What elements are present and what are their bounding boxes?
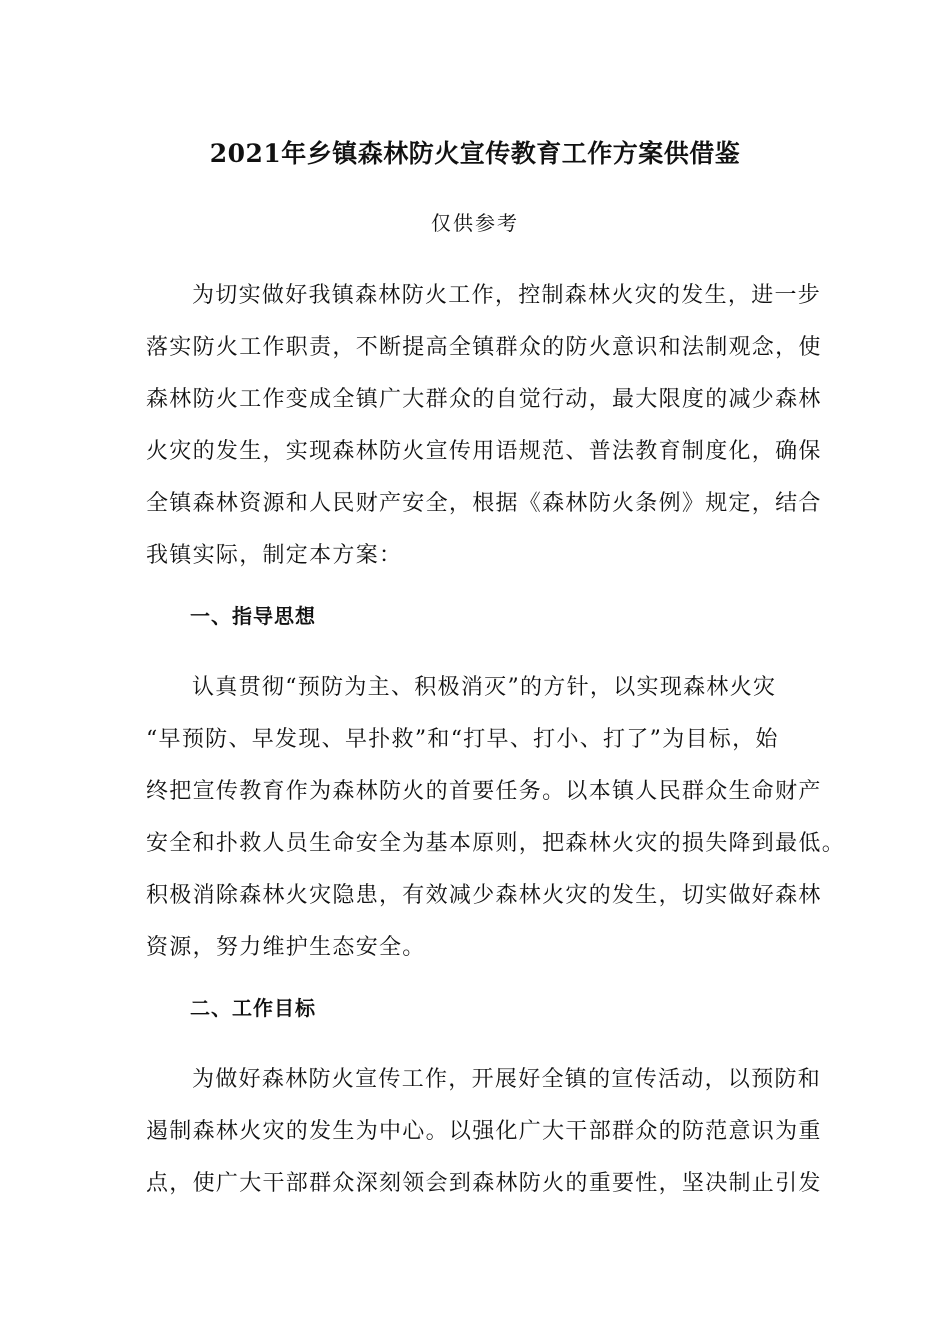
paragraph-line: 认真贯彻“预防为主、积极消灭”的方针，以实现森林火灾 bbox=[192, 675, 777, 700]
document-title: 2021年乡镇森林防火宣传教育工作方案供借鉴 bbox=[209, 139, 741, 168]
section-2-paragraph bbox=[146, 1054, 822, 1210]
paragraph-line: “早预防、早发现、早扑救”和“打早、打小、打了”为目标，始 bbox=[146, 727, 779, 752]
section-heading-work-goals: 二、工作目标 bbox=[190, 996, 316, 1020]
paragraph-line: 森林防火工作变成全镇广大群众的自觉行动，最大限度的减少森林 bbox=[146, 387, 822, 412]
section-heading-guiding-ideology: 一、指导思想 bbox=[190, 604, 316, 628]
paragraph-line: 点，使广大干部群众深刻领会到森林防火的重要性，坚决制止引发 bbox=[146, 1171, 822, 1196]
paragraph-line: 为切实做好我镇森林防火工作，控制森林火灾的发生，进一步 bbox=[192, 283, 822, 308]
paragraph-line: 安全和扑救人员生命安全为基本原则，把森林火灾的损失降到最低。 bbox=[146, 831, 846, 856]
paragraph-line: 为做好森林防火宣传工作，开展好全镇的宣传活动，以预防和 bbox=[192, 1067, 822, 1092]
paragraph-line: 积极消除森林火灾隐患，有效减少森林火灾的发生，切实做好森林 bbox=[146, 883, 822, 908]
paragraph-line: 火灾的发生，实现森林防火宣传用语规范、普法教育制度化，确保 bbox=[146, 439, 822, 464]
paragraph-line: 全镇森林资源和人民财产安全，根据《森林防火条例》规定，结合 bbox=[146, 491, 822, 516]
paragraph-line: 落实防火工作职责，不断提高全镇群众的防火意识和法制观念，使 bbox=[146, 335, 822, 360]
paragraph-line: 我镇实际，制定本方案： bbox=[146, 543, 403, 568]
paragraph-line: 遏制森林火灾的发生为中心。以强化广大干部群众的防范意识为重 bbox=[146, 1119, 822, 1144]
intro-paragraph bbox=[146, 270, 822, 582]
document-subtitle: 仅供参考 bbox=[431, 211, 519, 235]
section-1-paragraph bbox=[146, 662, 846, 974]
paragraph-line: 终把宣传教育作为森林防火的首要任务。以本镇人民群众生命财产 bbox=[146, 779, 822, 804]
paragraph-line: 资源，努力维护生态安全。 bbox=[146, 935, 426, 960]
